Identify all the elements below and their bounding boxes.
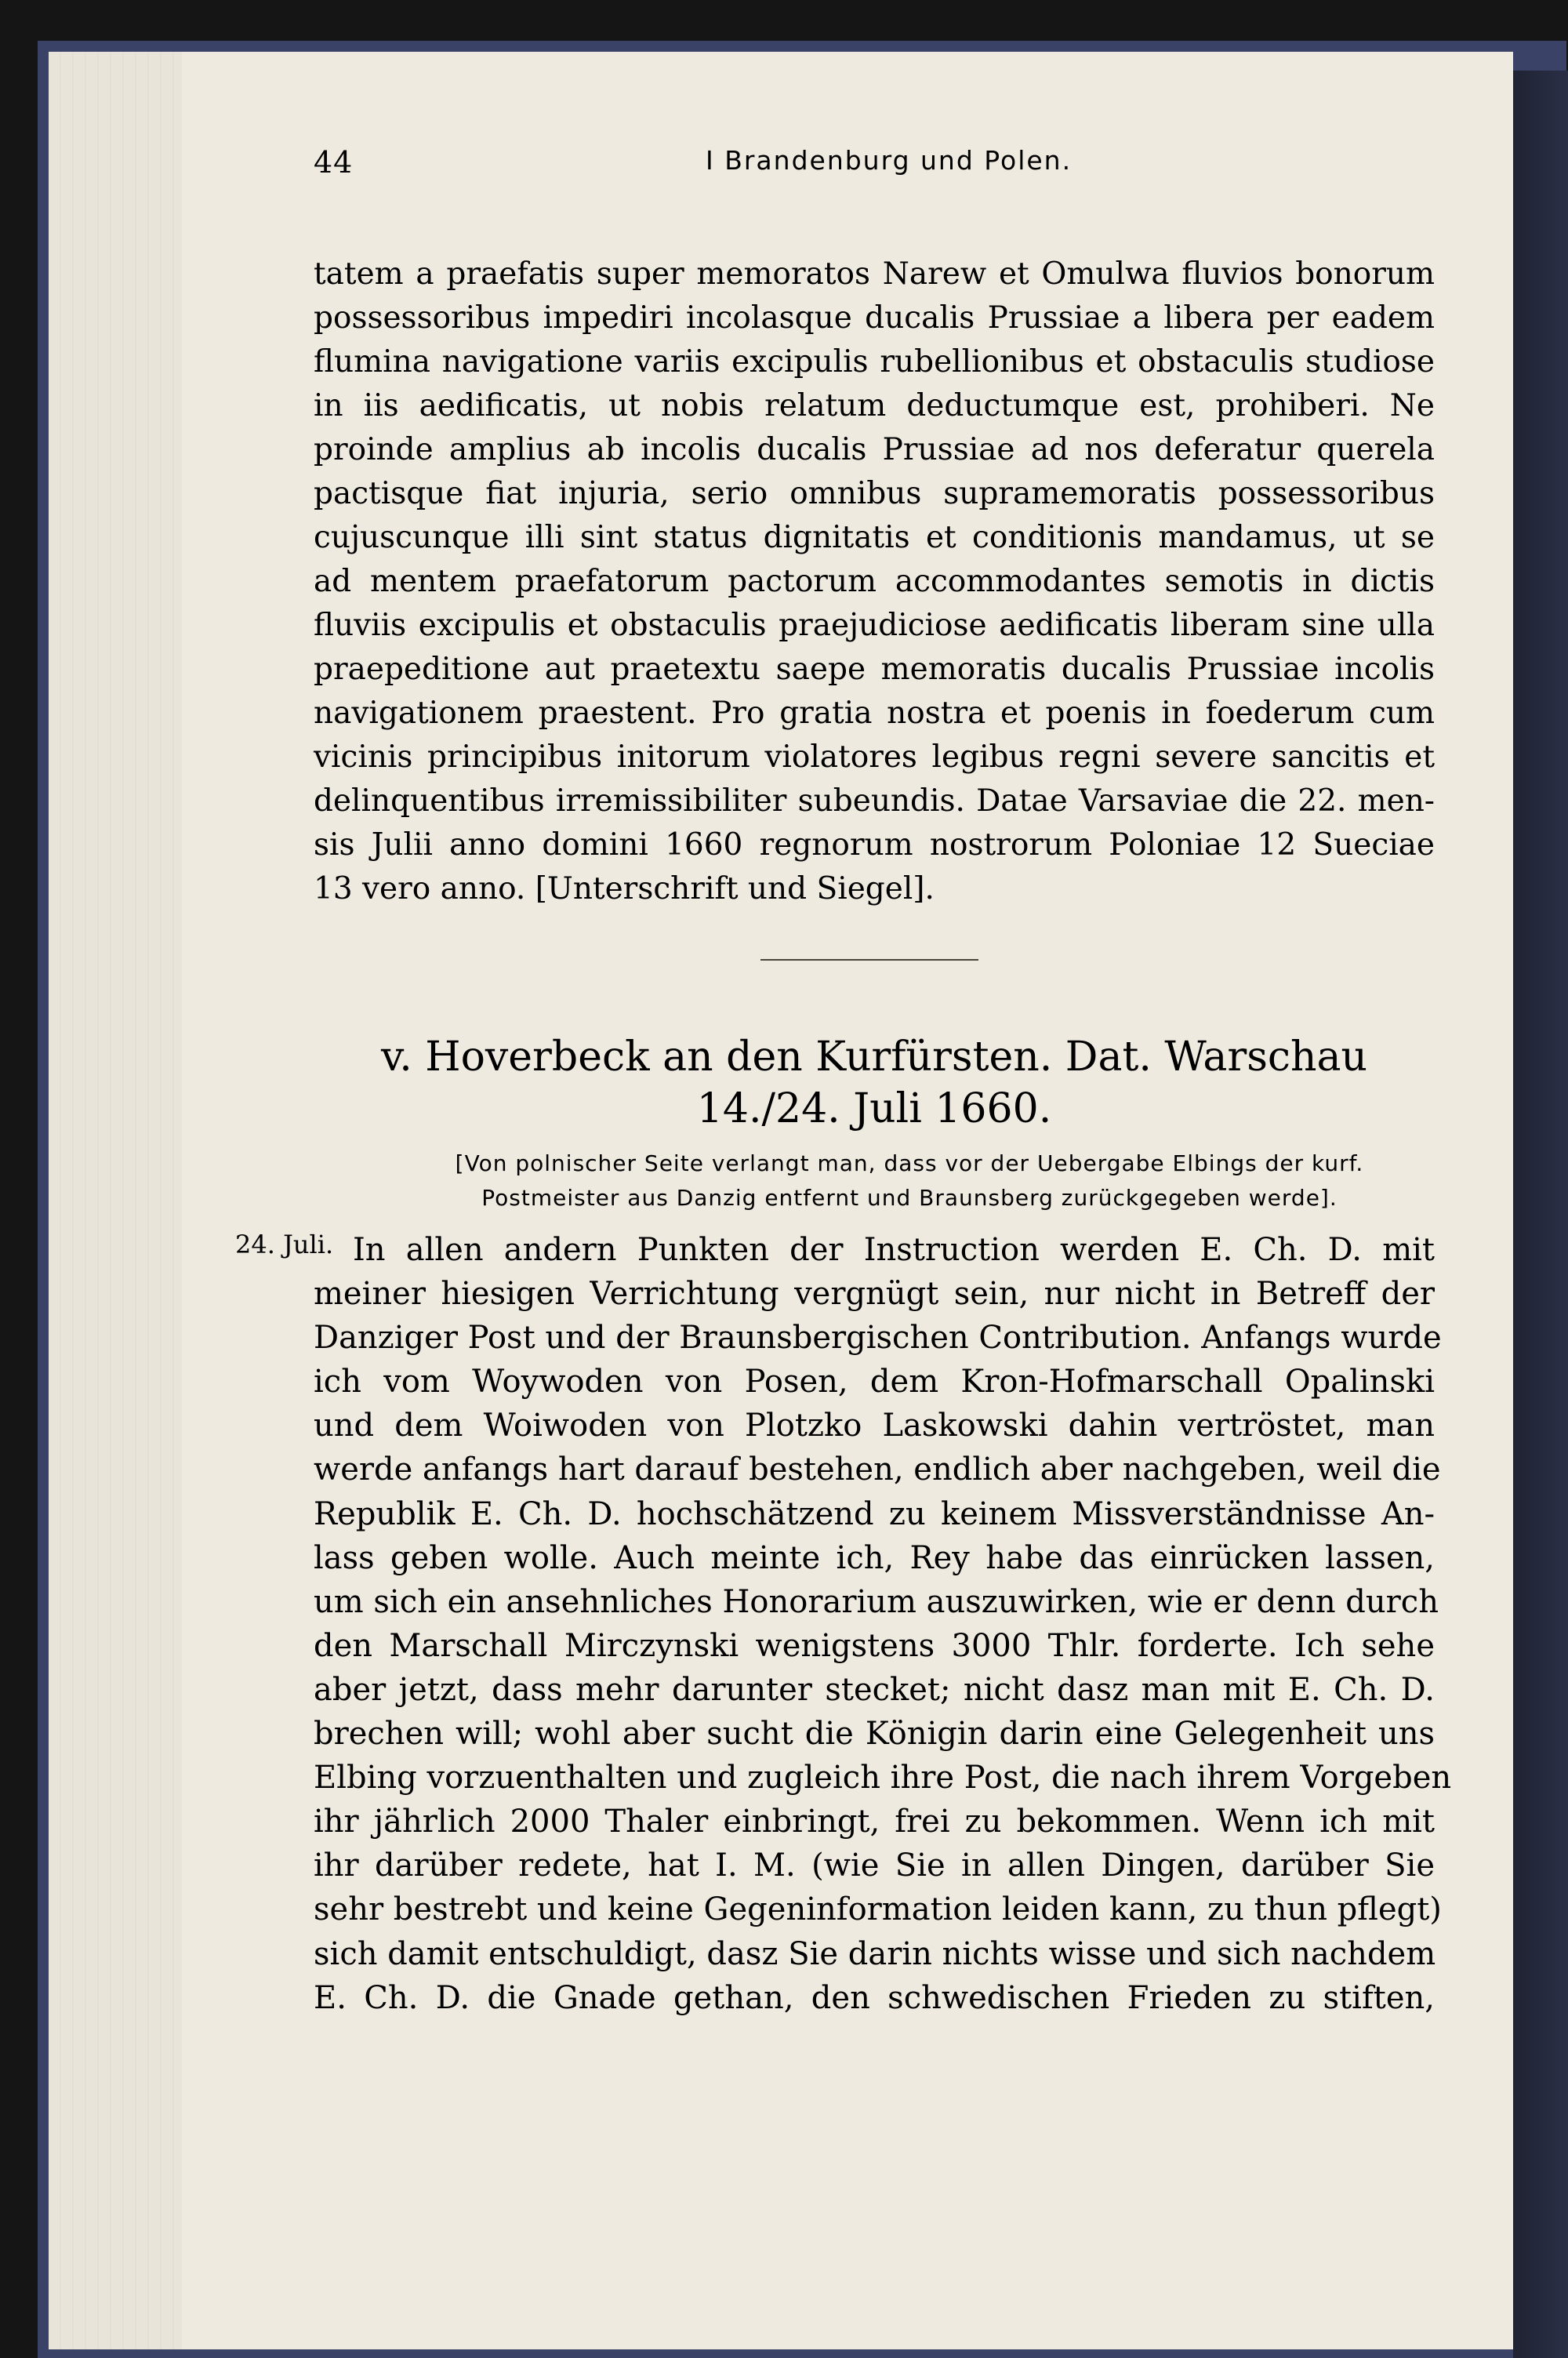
text-line: und dem Woiwoden von Plotzko Laskowski dahin vertröstet, man: [314, 1408, 1435, 1444]
section-heading: v. Hoverbeck an den Kurfürsten. Dat. Warschau: [380, 1034, 1368, 1081]
text-line: possessoribus impediri incolasque ducalis Prussiae a libera per eadem: [314, 300, 1435, 336]
section-divider: [760, 959, 978, 961]
editorial-note: [Von polnischer Seite verlangt man, dass vor der Uebergabe Elbings der kurf.: [455, 1150, 1364, 1176]
text-line: vicinis principibus initorum violatores legibus regni severe sancitis et: [314, 739, 1435, 775]
editorial-note: Postmeister aus Danzig entfernt und Braunsberg zurückgegeben werde].: [481, 1185, 1338, 1211]
text-line: tatem a praefatis super memoratos Narew et Omulwa fluvios bonorum: [314, 256, 1435, 292]
text-line: delinquentibus irremissibiliter subeundis. Datae Varsaviae die 22. men-: [314, 783, 1435, 819]
book-cover-edge: [1513, 71, 1568, 2358]
text-line: proinde amplius ab incolis ducalis Prussiae ad nos deferatur querela: [314, 432, 1435, 467]
text-line: praepeditione aut praetextu saepe memoratis ducalis Prussiae incolis: [314, 652, 1435, 687]
text-line: flumina navigatione variis excipulis rubellionibus et obstaculis studiose: [314, 344, 1435, 380]
text-line: den Marschall Mirczynski wenigstens 3000 Thlr. forderte. Ich sehe: [314, 1627, 1435, 1664]
text-line: In allen andern Punkten der Instruction werden E. Ch. D. mit: [353, 1232, 1435, 1268]
text-line: sich damit entschuldigt, dasz Sie darin nichts wisse und sich nachdem: [314, 1935, 1436, 1972]
text-line: pactisque fiat injuria, serio omnibus supramemoratis possessoribus: [314, 476, 1435, 511]
text-line: sehr bestrebt und keine Gegeninformation leiden kann, zu thun pflegt): [314, 1891, 1442, 1928]
text-line: ihr darüber redete, hat I. M. (wie Sie in allen Dingen, darüber Sie: [314, 1848, 1435, 1884]
text-line: ad mentem praefatorum pactorum accommodantes semotis in dictis: [314, 564, 1435, 599]
text-line: sis Julii anno domini 1660 regnorum nostrorum Poloniae 12 Sueciae: [314, 827, 1435, 863]
text-line: fluviis excipulis et obstaculis praejudiciose aedificatis liberam sine ulla: [314, 608, 1435, 643]
text-line: Republik E. Ch. D. hochschätzend zu keinem Missverständnisse An-: [314, 1495, 1435, 1532]
page-number: 44: [314, 145, 354, 180]
margin-date: 24. Juli.: [235, 1230, 334, 1259]
running-title: I Brandenburg und Polen.: [706, 145, 1073, 176]
text-line: in iis aedificatis, ut nobis relatum deductumque est, prohiberi. Ne: [314, 388, 1435, 423]
text-line: Elbing vorzuenthalten und zugleich ihre Post, die nach ihrem Vorgeben: [314, 1760, 1452, 1797]
text-line: ich vom Woywoden von Posen, dem Kron-Hofmarschall Opalinski: [314, 1364, 1435, 1401]
text-line: navigationem praestent. Pro gratia nostra et poenis in foederum cum: [314, 696, 1435, 731]
page-stack-edge: [49, 52, 182, 2349]
latin-paragraph: [314, 253, 1435, 911]
text-line: brechen will; wohl aber sucht die Königin darin eine Gelegenheit uns: [314, 1716, 1435, 1753]
text-line: cujuscunque illi sint status dignitatis et conditionis mandamus, ut se: [314, 520, 1435, 555]
section-heading-date: 14./24. Juli 1660.: [696, 1085, 1052, 1132]
text-line: E. Ch. D. die Gnade gethan, den schwedischen Frieden zu stiften,: [314, 1979, 1435, 2016]
text-line: um sich ein ansehnliches Honorarium auszuwirken, wie er denn durch: [314, 1583, 1439, 1620]
german-paragraph: [314, 1228, 1452, 2020]
text-line: Danziger Post und der Braunsbergischen Contribution. Anfangs wurde: [314, 1320, 1442, 1357]
text-line: meiner hiesigen Verrichtung vergnügt sein, nur nicht in Betreff der: [314, 1276, 1435, 1313]
text-line: werde anfangs hart darauf bestehen, endlich aber nachgeben, weil die: [314, 1451, 1441, 1488]
text-line: 13 vero anno. [Unterschrift und Siegel].: [314, 871, 935, 907]
text-line: aber jetzt, dass mehr darunter stecket; nicht dasz man mit E. Ch. D.: [314, 1671, 1435, 1708]
text-line: ihr jährlich 2000 Thaler einbringt, frei zu bekommen. Wenn ich mit: [314, 1804, 1435, 1840]
text-line: lass geben wolle. Auch meinte ich, Rey habe das einrücken lassen,: [314, 1539, 1435, 1576]
